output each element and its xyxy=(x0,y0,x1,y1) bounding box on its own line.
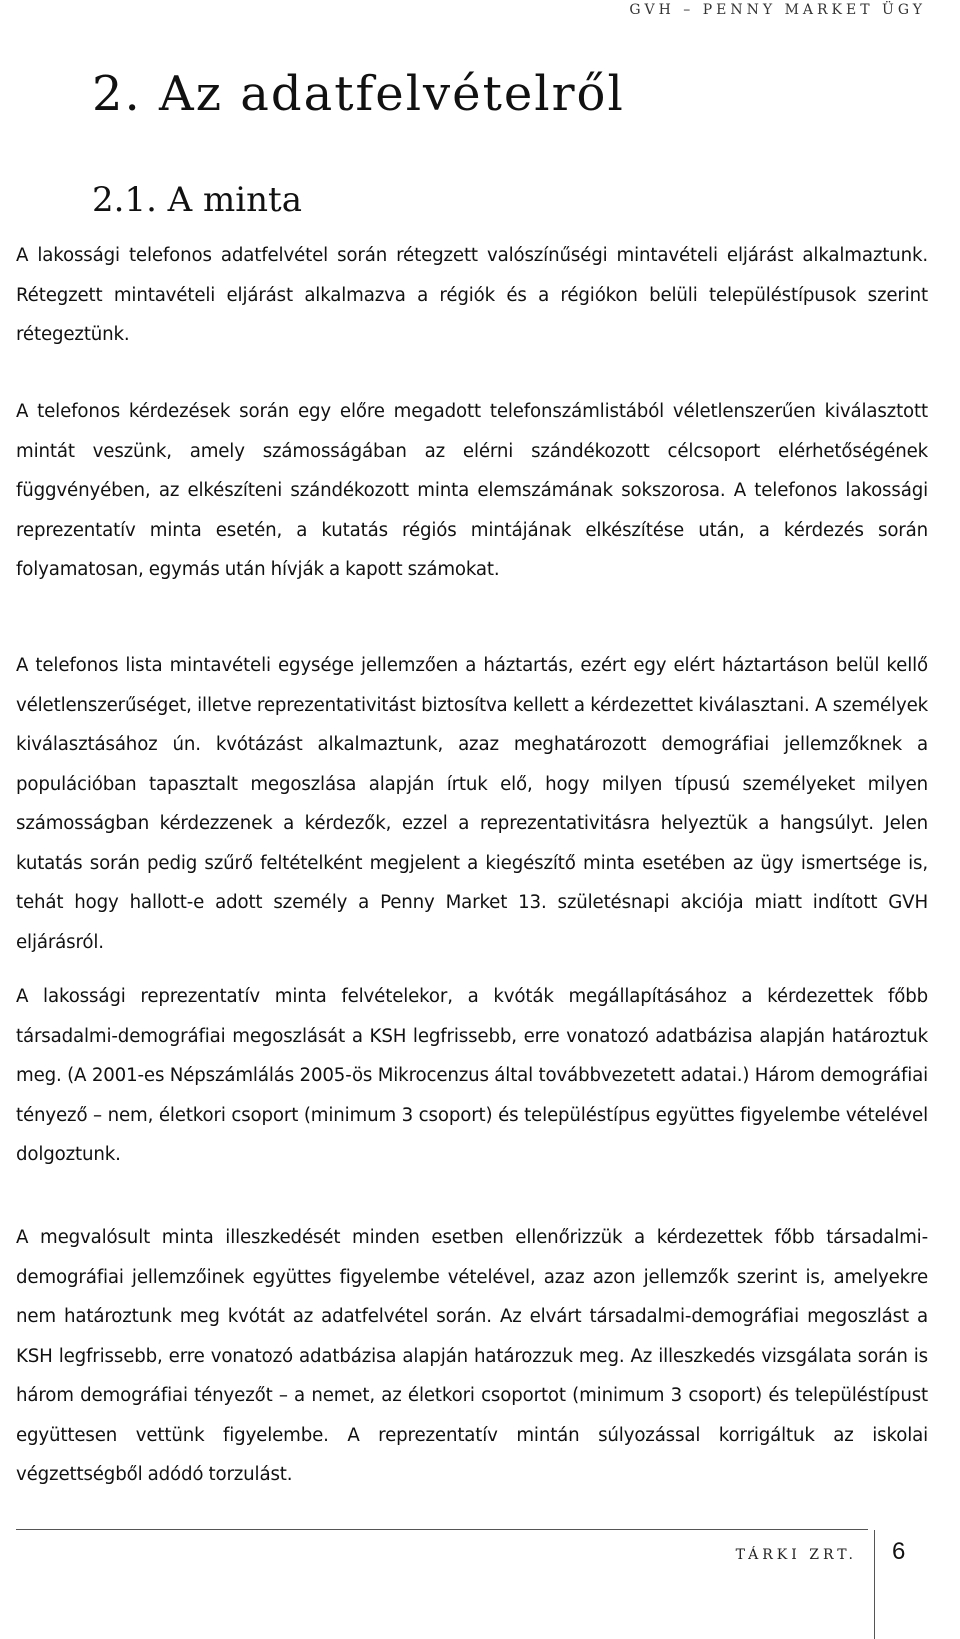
paragraph-phone-list: A telefonos kérdezések során egy előre megadott telefonszámlistából véletlenszerűen kiválasztott mintát veszünk, amely számosságában az elérni szándékozott célcsoport elérhetőségének függvényében, az elkészíteni szándékozott minta elemszámának sokszorosa. A telefonos lakossági reprezentatív minta esetén, a kutatás régiós mintájának elkészítése után, a kérdezés során folyamatosan, egymás után hívják a kapott számokat. xyxy=(16,401,928,580)
paragraph-sampling-method: A lakossági telefonos adatfelvétel során rétegzett valószínűségi mintavételi eljárást alkalmaztunk. Rétegzett mintavételi eljárást alkalmazva a régiók és a régiókon belüli településtípusok szerint rétegeztünk. xyxy=(16,245,928,345)
page-number: 6 xyxy=(892,1538,906,1565)
section-title: 2.1. A minta xyxy=(92,180,302,220)
footer-publisher: TÁRKI ZRT. xyxy=(735,1547,857,1563)
paragraph-sample-fit: A megvalósult minta illeszkedését minden esetben ellenőrizzük a kérdezettek főbb társadalmi-demográfiai jellemzőinek együttes figyelembe vételével, azaz azon jellemzők szerint is, amelyekre nem határoztunk meg kvótát az adatfelvétel során. Az elvárt társadalmi-demográfiai megoszlást a KSH legfrissebb, erre vonatozó adatbázisa alapján határozzuk meg. Az illeszkedés vizsgálata során is három demográfiai tényezőt – a nemet, az életkori csoportot (minimum 3 csoport) és településtípust együttesen vettünk figyelembe. A reprezentatív mintán súlyozással korrigáltuk az iskolai végzettségből adódó torzulást. xyxy=(16,1227,928,1485)
paragraph-household-quota: A telefonos lista mintavételi egysége jellemzően a háztartás, ezért egy elért háztartáson belül kellő véletlenszerűséget, illetve reprezentativitást biztosítva kellett a kérdezettet kiválasztani. A személyek kiválasztásához ún. kvótázást alkalmaztunk, azaz meghatározott demográfiai jellemzőknek a populációban tapasztalt megoszlása alapján írtuk elő, hogy milyen típusú személyeket milyen számosságban kérdezzenek a kérdezők, ezzel a reprezentativitásra helyeztük a hangsúlyt. Jelen kutatás során pedig szűrő feltételként megjelent a kiegészítő minta esetében az ügy ismertsége is, tehát hogy hallott-e adott személy a Penny Market 13. születésnapi akciója miatt indított GVH eljárásról. xyxy=(16,655,928,953)
running-header: GVH – PENNY MARKET ÜGY xyxy=(629,2,926,18)
paragraph-quota-demographics: A lakossági reprezentatív minta felvételekor, a kvóták megállapításához a kérdezettek főbb társadalmi-demográfiai megoszlását a KSH legfrissebb, erre vonatozó adatbázisa alapján határoztuk meg. (A 2001-es Népszámlálás 2005-ös Mikrocenzus által továbbvezetett adatai.) Három demográfiai tényező – nem, életkori csoport (minimum 3 csoport) és településtípus együttes figyelembe vételével dolgoztunk. xyxy=(16,986,928,1165)
footer-rule xyxy=(16,1529,868,1530)
footer-divider xyxy=(874,1530,875,1639)
chapter-title: 2. Az adatfelvételről xyxy=(92,66,625,122)
